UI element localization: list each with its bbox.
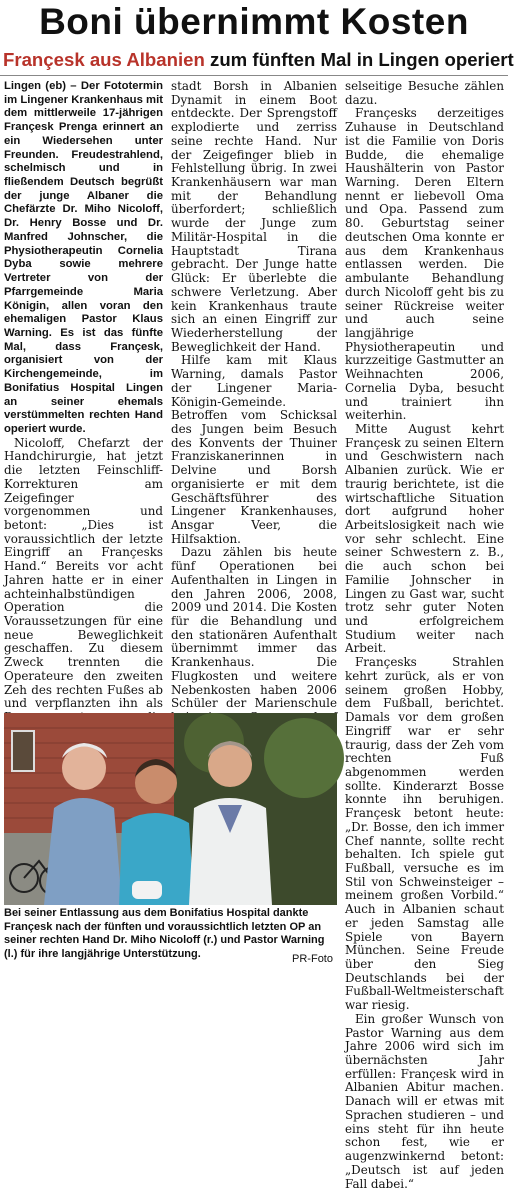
- paragraph: Hilfe kam mit Klaus Warning, damals Pastor der Lingener Maria-Königin-Gemeinde. Betroffen vom Schicksal des Jungen beim Besuch des Konvents der Thuiner Franziskanerinnen in Delvine und Borsh organisierte er mit dem Geschäftsführer des Lingener Krankenhauses, Ansgar Veer, die Hilfsaktion.: [171, 353, 337, 546]
- photo-credit: PR-Foto: [292, 953, 333, 966]
- caption-text: Bei seiner Entlassung aus dem Bonifatius Hospital dankte Françesk nach der fünften und voraussichtlich letzten OP an seiner rechten Hand Dr. Miho Nicoloff (r.) und Pastor Warning (l.) für ihre langjährige Unterstützung.: [4, 907, 325, 960]
- paragraph: Ein großer Wunsch von Pastor Warning aus dem Jahre 2006 wird sich im übernächsten Jahr erfüllen: Françesk wird in Albanien Abitur machen. Danach will er etwas mit Sprachen studieren – und eins steht für ihn heute schon fest, wie er augenzwinkernd betont: „Deutsch ist auf jeden Fall dabei.“: [345, 1011, 504, 1191]
- paragraph: Mitte August kehrt Françesk zu seinen Eltern und Geschwistern nach Albanien zurück. Wie er traurig berichtete, ist die wirtschaftliche Situation dort aufgrund hoher Arbeitslosigkeit nach wie vor sehr schlecht. Eine seiner Schwestern z. B., die auch schon bei Familie Johnscher in Lingen zu Gast war, sucht trotz sehr guter Noten und erfolgreichem Studium weiter nach Arbeit.: [345, 421, 504, 656]
- divider: [0, 75, 508, 76]
- headline: Boni übernimmt Kosten: [39, 1, 469, 42]
- lead-paragraph: Lingen (eb) – Der Fototermin im Lingener Krankenhaus mit dem mittlerweile 17-jährigen Françesk Prenga erinnert an ein Wiedersehen unter Freunden. Freudestrahlend, schelmisch und in fließendem Deutsch begrüßt der junge Albaner die Chefärzte Dr. Miho Nicoloff, Dr. Henry Bosse und Dr. Manfred Johnscher, die Physiotherapeutin Cornelia Dyba sowie mehrere Vertreter von der Pfarrgemeinde Maria Königin, allen voran den ehemaligen Pastor Klaus Warning. Es ist das fünfte Mal, dass Françesk, organisiert von der Kirchengemeinde, im Bonifatius Hospital Lingen an seiner ehemals verstümmelten rechten Hand operiert wurde.: [4, 80, 163, 435]
- paragraph: stadt Borsh in Albanien Dynamit in einem Boot entdeckte. Der Sprengstoff explodierte und zerriss seine rechte Hand. Nur der Zeigefinger blieb in Fehlstellung übrig. In zwei Krankenhäusern war man mit der Behandlung überfordert; schließlich wurde der Junge zum Militär-Hospital in die Hauptstadt Tirana gebracht. Der Junge hatte Glück: Er überlebte die schwere Verletzung. Aber kein Krankenhaus traute sich an einen Eingriff zur Wiederherstellung der Beweglichkeit der Hand.: [171, 79, 337, 354]
- subheadline: [3, 47, 514, 73]
- subheadline-highlight: Françesk aus Albanien: [3, 49, 205, 70]
- photo-caption: [4, 907, 337, 967]
- article-photo: [4, 713, 337, 905]
- paragraph: Nicoloff, Chefarzt der Handchirurgie, hat jetzt die letzten Feinschliff-Korrekturen am Zeigefinger vorgenommen und betont: „Dies ist voraussichtlich der letzte Eingriff an Françesks Hand.“ Bereits vor acht Jahren hatte er in einer achteinhalbstündigen Operation die Voraussetzungen für eine neue Beweglichkeit geschaffen. Zu diesem Zweck trennten die Operateure den zweiten Zeh des rechten Fußes ab und verpflanzten ihn als: [4, 435, 163, 711]
- article-column-1: [4, 80, 163, 711]
- paragraph: Françesks derzeitiges Zuhause in Deutschland ist die Familie von Doris Budde, die ehemalige Haushälterin von Pastor Warning. Deren Eltern nennt er liebevoll Oma und Opa. Passend zum 80. Geburtstag seiner deutschen Oma konnte er aus dem Krankenhaus entlassen werden. Die ambulante Behandlung durch Nicoloff geht bis zu seiner Rückreise weiter und auch seine langjährige Physiotherapeutin und kurzzeitige Gastmutter an Weihnachten 2006, Cornelia Dyba, besucht und trainiert ihn weiterhin.: [345, 106, 504, 423]
- subheadline-rest: zum fünften Mal in Lingen operiert: [204, 49, 514, 70]
- paragraph: Françesks Strahlen kehrt zurück, als er von seinem großen Hobby, dem Fußball, berichtet. Damals vor dem großen Eingriff war er sehr traurig, dass der Zeh vom rechten Fuß abgenommen werden sollte. Kinderarzt Bosse konnte ihn beruhigen. Françesk betont heute: „Dr. Bosse, den ich immer Chef nannte, sollte recht behalten. Ich spiele gut Fußball, versuche es im Stil von Schweinsteiger – meinem großen Vorbild.“ Auch in Albanien schaut er jeden Samstag alle Spiele von Bayern München. Seine Freude über den Sieg Deutschlands bei der Fußball-Weltmeisterschaft war riesig.: [345, 655, 504, 1013]
- paragraph: selseitige Besuche zählen dazu.: [345, 79, 504, 107]
- article-column-2: [171, 79, 337, 711]
- article-column-3: [345, 79, 504, 1191]
- paragraph: Dazu zählen bis heute fünf Operationen bei Aufenthalten in Lingen in den Jahren 2006, 2008, 2009 und 2014. Die Kosten für die Behandlung und den stationären Aufenthalt übernimmt immer das Krankenhaus. Die Flugkosten und weitere Nebenkosten haben 2006 Schüler der Marienschule: [171, 545, 337, 711]
